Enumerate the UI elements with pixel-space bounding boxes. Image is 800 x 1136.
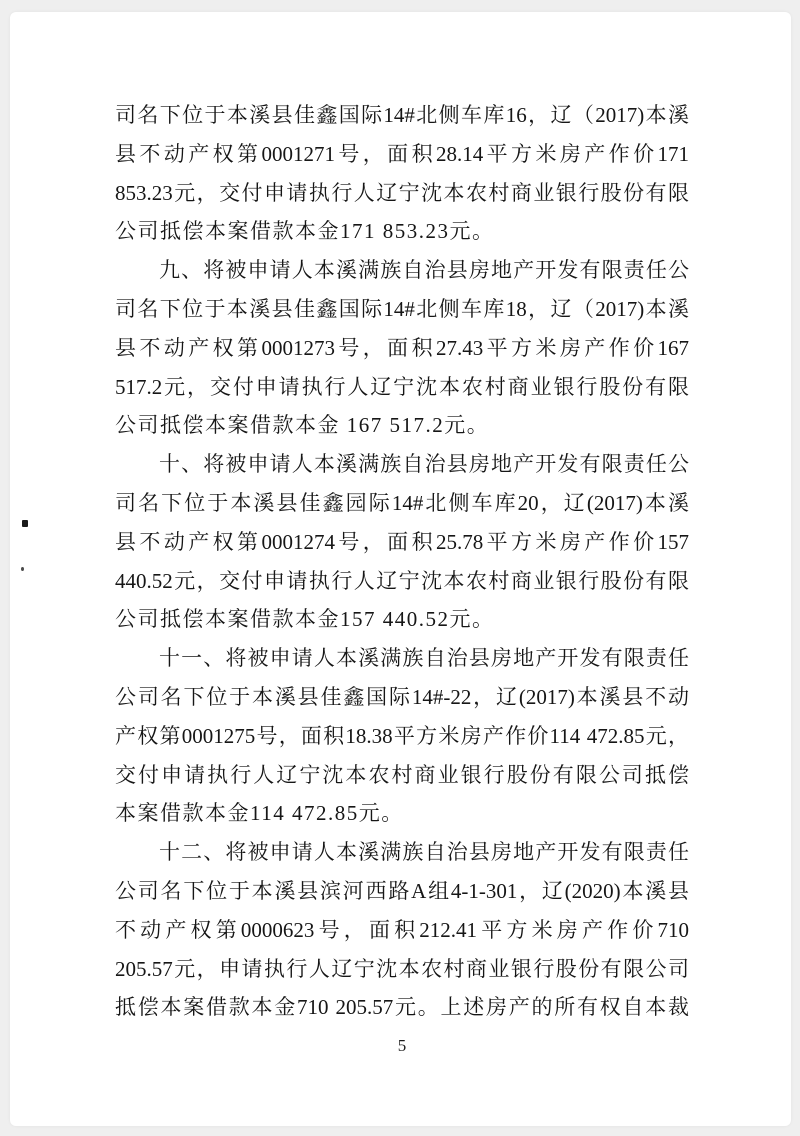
document-line: 517.2元，交付申请执行人辽宁沈本农村商业银行股份有限 <box>115 374 689 399</box>
document-line: 十二、将被申请人本溪满族自治县房地产开发有限责任 <box>159 840 689 865</box>
text-block <box>115 96 689 1027</box>
margin-mark-2 <box>21 567 24 571</box>
document-line: 本案借款本金114 472.85元。 <box>115 801 404 826</box>
document-line: 十一、将被申请人本溪满族自治县房地产开发有限责任 <box>159 646 689 671</box>
document-line: 公司抵偿本案借款本金171 853.23元。 <box>115 219 495 244</box>
document-line: 公司抵偿本案借款本金 167 517.2元。 <box>115 413 490 438</box>
document-line: 不动产权第0000623号，面积212.41平方米房产作价710 <box>115 917 689 942</box>
document-line: 司名下位于本溪县佳鑫国际14#北侧车库16，辽（2017)本溪 <box>115 103 689 127</box>
document-line: 440.52元，交付申请执行人辽宁沈本农村商业银行股份有限 <box>115 568 689 593</box>
document-line: 抵偿本案借款本金710 205.57元。上述房产的所有权自本裁 <box>115 995 689 1020</box>
document-line: 九、将被申请人本溪满族自治县房地产开发有限责任公 <box>159 258 689 283</box>
document-line: 十、将被申请人本溪满族自治县房地产开发有限责任公 <box>159 452 689 477</box>
document-line: 公司名下位于本溪县滨河西路A组4-1-301，辽(2020)本溪县 <box>115 878 689 903</box>
document-line: 司名下位于本溪县佳鑫国际14#北侧车库18，辽（2017)本溪 <box>115 296 689 321</box>
document-line: 县不动产权第0001273号，面积27.43平方米房产作价167 <box>115 335 689 360</box>
document-line: 县不动产权第0001271号，面积28.14平方米房产作价171 <box>115 141 689 166</box>
margin-mark-1 <box>22 520 28 527</box>
document-line: 205.57元，申请执行人辽宁沈本农村商业银行股份有限公司 <box>115 956 689 981</box>
document-page <box>10 12 791 1126</box>
document-line: 县不动产权第0001274号，面积25.78平方米房产作价157 <box>115 529 689 554</box>
document-line: 交付申请执行人辽宁沈本农村商业银行股份有限公司抵偿 <box>115 762 689 787</box>
document-line: 853.23元，交付申请执行人辽宁沈本农村商业银行股份有限 <box>115 180 689 205</box>
document-line: 产权第0001275号，面积18.38平方米房产作价114 472.85元， <box>115 723 689 748</box>
document-line: 公司抵偿本案借款本金157 440.52元。 <box>115 607 495 632</box>
document-line: 公司名下位于本溪县佳鑫国际14#-22，辽(2017)本溪县不动 <box>115 684 689 709</box>
page-number: 5 <box>397 1036 407 1055</box>
document-line: 司名下位于本溪县佳鑫园际14#北侧车库20，辽(2017)本溪 <box>115 490 689 515</box>
